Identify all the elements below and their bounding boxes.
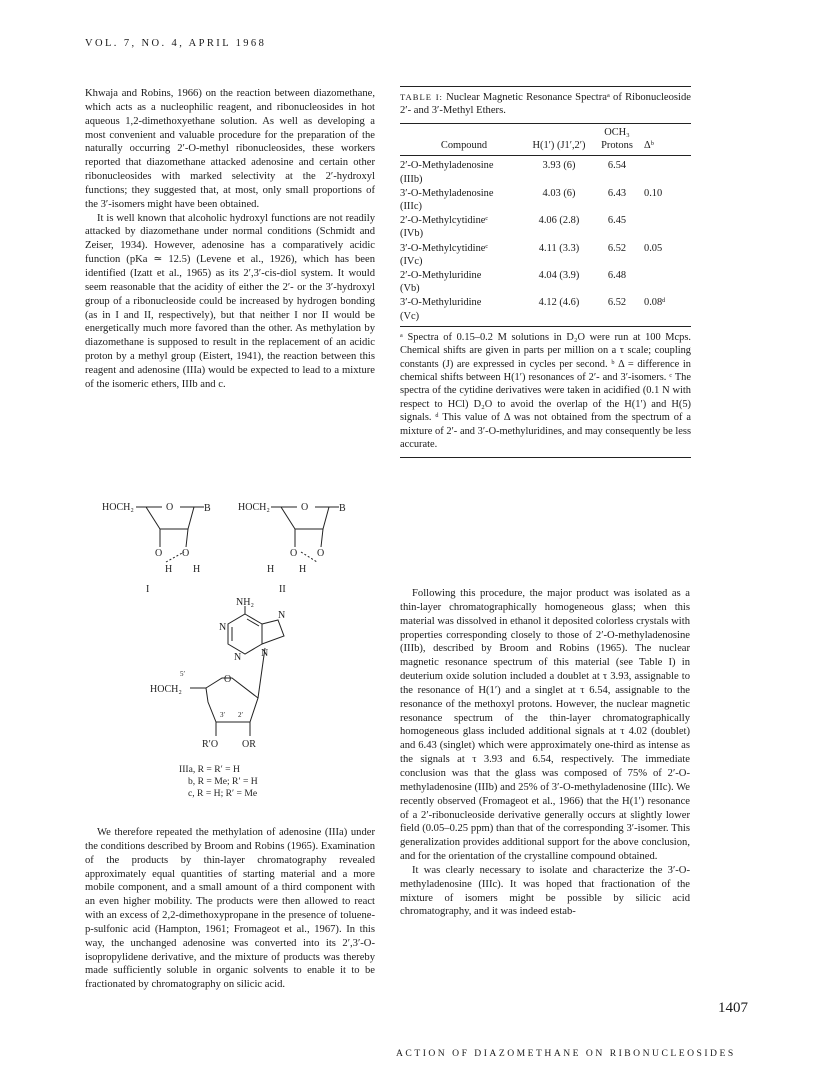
- struct-III-n1: N: [219, 622, 227, 633]
- struct-I-hoch2: HOCH₂: [102, 502, 134, 513]
- cell-h1: 4.11 (3.3): [538, 242, 580, 254]
- cell-delta: [644, 213, 691, 240]
- cell-compound: 2′-O-Methyluridine: [400, 270, 482, 282]
- cell-och3: 6.52: [607, 242, 627, 254]
- struct-III-n7: N: [278, 610, 286, 621]
- paragraph: Khwaja and Robins, 1966) on the reaction between diazomethane, which acts as a nucleophilic reagent, and ribonucleosides in hot aqueous 1,2-dimethoxyethane solution. As well as developing a most convenient and valuable procedure for the preparation of the naturally occurring 2′-O-methyl ribonucleosides, these workers reported that diazomethane attacked adenosine and certain other ribonucleosides with marked selectivity at the 2′-hydroxyl functions; they suggested that, at most, only small proportions of the 3′-isomers might have been obtained.: [85, 88, 375, 210]
- cell-och3: 6.45: [607, 215, 627, 227]
- table-row: [400, 186, 691, 213]
- cell-compound-id: (IVc): [400, 255, 423, 267]
- cell-och3: 6.52: [607, 297, 627, 309]
- struct-I-label: I: [146, 584, 150, 592]
- table-row: [400, 213, 691, 240]
- left-column-top: [85, 87, 375, 392]
- struct-III-pos3: 3′: [220, 711, 226, 719]
- struct-III-label-b: b, R = Me; R′ = H: [188, 776, 258, 787]
- table-nmr: [400, 86, 691, 458]
- table-caption: [400, 87, 691, 123]
- cell-och3: 6.43: [607, 187, 627, 199]
- table-row: [400, 295, 691, 322]
- struct-III-label-c: c, R = H; R′ = Me: [188, 788, 258, 799]
- cell-h1: 4.03 (6): [542, 187, 576, 199]
- struct-I-o2: O: [155, 548, 163, 559]
- cell-h1: 4.06 (2.8): [538, 215, 580, 227]
- struct-III-nh2: NH₂: [236, 597, 254, 608]
- cell-delta: 0.08ᵈ: [644, 297, 666, 309]
- table-caption-text: Nuclear Magnetic Resonance Spectraᵃ of Ribonucleoside 2′- and 3′-Methyl Ethers.: [400, 92, 691, 117]
- table-footnotes: ᵃ Spectra of 0.15–0.2 M solutions in D₂O were run at 100 Mcps. Chemical shifts are given in parts per million on a τ scale; coupling constants (J) are expressed in cycles per second. ᵇ Δ = difference in chemical shifts between H(1′) resonances of 2′- and 3′-isomers. ᶜ The spectra of the cytidine derivatives were taken in acidified (0.1 N with respect to HCl) D₂O to avoid the overlap of the H(1′) and H(5) signals. ᵈ This value of Δ was not obtained from the spectrum of a mixture of 2′- and 3′-O-methyluridines, and may consequently be less accurate.: [400, 331, 691, 451]
- structures-I-II: [100, 492, 370, 592]
- struct-III-pos5: 5′: [180, 670, 186, 678]
- paragraph: We therefore repeated the methylation of adenosine (IIIa) under the conditions described by Broom and Robins (1965). Examination of the products by thin-layer chromatography revealed approximately equal quantities of starting material and a more mobile component, and a small amount of a third component with an even higher mobility. The products were then allowed to react with an excess of 2,2-dimethoxypropane in the presence of toluene-p-sulfonic acid (Hampton, 1961; Fromageot et al., 1967). In this way, the unchanged adenosine was converted into its 2′,3′-O-isopropylidene derivative, and the mixture of products was thereby made sufficiently soluble in organic solvents to enable it to be fractionated by chromatography on silicic acid.: [85, 827, 375, 991]
- nmr-table: [400, 124, 691, 323]
- right-column-bottom: [400, 587, 690, 919]
- cell-och3: 6.48: [607, 270, 627, 282]
- cell-compound: 2′-O-Methylcytidineᶜ: [400, 215, 489, 227]
- cell-h1: 4.04 (3.9): [538, 270, 580, 282]
- struct-III-ring-o: O: [224, 674, 232, 685]
- struct-III-or: OR: [242, 739, 256, 750]
- struct-II-o3: O: [317, 548, 325, 559]
- paragraph: It was clearly necessary to isolate and characterize the 3′-O-methyladenosine (IIIc). It was hoped that fractionation of the mixture of isomers might be possible by silicic acid chromatography, and it was indeed estab-: [400, 864, 690, 918]
- cell-compound-id: (IIIc): [400, 201, 422, 213]
- cell-delta: 0.05: [644, 242, 663, 254]
- cell-compound-id: (Vc): [400, 310, 420, 322]
- struct-I-h: H: [193, 564, 201, 575]
- structure-III-adenosine: [150, 596, 320, 820]
- cell-compound-id: (IVb): [400, 228, 424, 240]
- cell-compound: 3′-O-Methyluridine: [400, 297, 482, 309]
- struct-II-ring-o: O: [301, 502, 309, 513]
- struct-I-h: H: [165, 564, 173, 575]
- struct-I-o3: O: [182, 548, 190, 559]
- running-head: VOL. 7, NO. 4, APRIL 1968: [85, 38, 267, 49]
- table-row: [400, 241, 691, 268]
- struct-I-base: B: [204, 503, 211, 514]
- cell-compound-id: (IIIb): [400, 173, 423, 185]
- struct-III-n3: N: [234, 652, 242, 663]
- paragraph: Following this procedure, the major product was isolated as a thin-layer chromatographically homogeneous glass; when this material was dissolved in ethanol it deposited colorless crystals with properties corresponding closely to those of 2′-O-methyladenosine (IIIb), described by Broom and Robins (1965). The nuclear magnetic resonance spectrum of this material (see Table I) in deuterium oxide solution included a doublet at τ 3.93, assignable to the resonance of H(1′) and a singlet at τ 6.54, assignable to the resonance of the methoxyl protons. However, the nuclear magnetic resonance spectrum of the thin-layer chromatographically homogeneous glass included additional signals at τ 4.02 (doublet) and 6.43 (singlet) which were approximately one-third as intense as the signals at τ 3.93 and 6.54, respectively. The immediate conclusion was that the glass was composed of 75% of 2′-O-methyladenosine (IIIb) and 25% of 3′-O-methyladenosine (IIIc). We recently observed (Fromageot et al., 1966) that the H(1′) resonance of a 2′-ribonucleoside derivative generally occurs at slightly lower field (0.05–0.25 ppm) than that of the corresponding 3′-isomer. This generalization provides additional support for the above conclusion, and for the orientation of the crystalline compound obtained.: [400, 588, 690, 863]
- struct-III-ro: R′O: [202, 739, 219, 750]
- table-row: [400, 158, 691, 185]
- table-label: TABLE I:: [400, 92, 443, 102]
- struct-III-pos2: 2′: [238, 711, 244, 719]
- struct-II-hoch2: HOCH₂: [238, 502, 270, 513]
- struct-III-n9: N: [261, 648, 269, 659]
- struct-III-hoch2: HOCH₂: [150, 684, 182, 695]
- cell-h1: 4.12 (4.6): [538, 297, 580, 309]
- struct-II-base: B: [339, 503, 346, 514]
- paragraph: It is well known that alcoholic hydroxyl functions are not readily attacked by diazomethane under normal conditions (Schmidt and Zeiser, 1934). However, adenosine has a comparatively acidic function (pKa ≃ 12.5) (Levene et al., 1926), which has been identified (Izatt et al., 1965) as its 2′,3′-cis-diol system. It would seem reasonable that the acidity of either the 2′- or the 3′-hydroxyl group of a ribonucleoside could be increased by hydrogen bonding (as in I and II, respectively), but that neither I nor II would be energetically much more favored than the other. As methylation by diazomethane is supposed to result in the replacement of an acidic proton by a methyl group (Eistert, 1941), the reaction between this reagent and adenosine (IIIa) would be expected to lead to a mixture of the isomeric ethers, IIIb and c.: [85, 212, 375, 390]
- struct-III-label-a: IIIa, R = R′ = H: [179, 764, 240, 775]
- cell-h1: 3.93 (6): [542, 160, 576, 172]
- struct-I-ring-o: O: [166, 502, 174, 513]
- cell-compound: 3′-O-Methylcytidineᶜ: [400, 242, 489, 254]
- cell-delta: [644, 158, 691, 185]
- struct-II-h: H: [267, 564, 275, 575]
- struct-II-label: II: [279, 584, 286, 592]
- struct-II-o2: O: [290, 548, 298, 559]
- table-row: [400, 268, 691, 295]
- cell-och3: 6.54: [607, 160, 627, 172]
- cell-compound-id: (Vb): [400, 283, 420, 295]
- col-header-delta: Δᵇ: [644, 139, 654, 151]
- col-header-och3: OCH₃ Protons: [601, 126, 633, 151]
- col-header-compound: Compound: [440, 139, 488, 151]
- cell-delta: [644, 268, 691, 295]
- cell-compound: 3′-O-Methyladenosine: [400, 187, 494, 199]
- left-column-bottom: [85, 826, 375, 992]
- cell-delta: 0.10: [644, 187, 663, 199]
- cell-compound: 2′-O-Methyladenosine: [400, 160, 494, 172]
- running-footer: ACTION OF DIAZOMETHANE ON RIBONUCLEOSIDES: [396, 1048, 736, 1059]
- struct-II-h: H: [299, 564, 307, 575]
- col-header-h1: H(1′) (J1′,2′): [532, 139, 586, 151]
- page-number: 1407: [718, 1000, 748, 1016]
